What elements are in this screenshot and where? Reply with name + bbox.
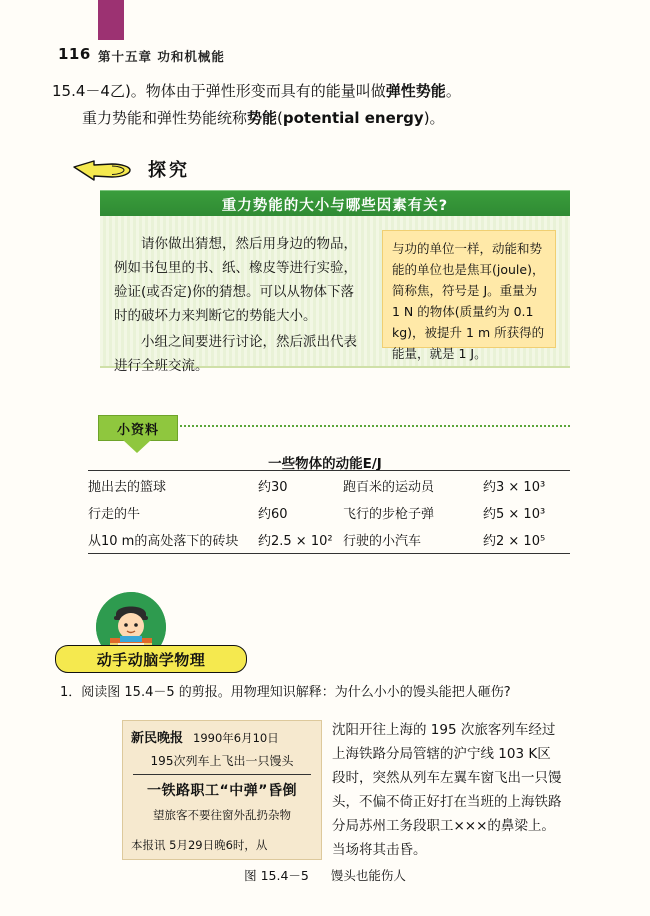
table-cell-value: 约60 [258,507,288,522]
news-body-text: 沈阳开往上海的 195 次旅客列车经过上海铁路分局管辖的沪宁线 103 K区段时，突然从列车左翼车窗飞出一只馒头，不偏不倚正好打在当班的上海铁路分局苏州工务段职工×××的鼻梁上。当场将其击昏。 [332,722,562,858]
intro-line-2: 重力势能和弹性势能统称势能(potential energy)。 [82,109,445,127]
newspaper-date: 1990年6月10日 [193,731,279,745]
intro-line-1: 15.4－4乙)。物体由于弹性形变而具有的能量叫做弹性势能。 [52,82,461,100]
table-cell-object: 行驶的小汽车 [343,534,422,549]
chapter-title: 第十五章 功和机械能 [98,49,225,64]
explore-body [100,216,570,374]
question-1: 1．阅读图 15.4－5 的剪报。用物理知识解释：为什么小小的馒头能把人砸伤? [60,685,511,700]
clipping-divider [133,774,311,775]
figure-caption [0,866,650,884]
clipping-header [131,727,313,746]
explore-paragraph-1: 请你做出猜想，然后用身边的物品，例如书包里的书、纸、橡皮等进行实验，验证(或否定)你的猜想。可以从物体下落时的破坏力来判断它的势能大小。 [114,236,357,324]
explore-label: 探究 [148,160,190,181]
explore-text [114,232,359,380]
table-rule-bottom [88,553,570,554]
explore-paragraph-2: 小组之间要进行讨论，然后派出代表进行全班交流。 [114,334,357,374]
pointing-hand-icon [72,155,138,185]
table-cell-value: 约2.5 × 10² [258,534,333,549]
figure-caption-text: 馒头也能伤人 [330,868,406,883]
dotted-divider [180,425,570,427]
table-cell-value: 约2 × 10⁵ [483,534,546,549]
table-cell-object: 飞行的步枪子弹 [343,507,435,522]
table-cell-value: 约3 × 10³ [483,480,546,495]
table-cell-value: 约5 × 10³ [483,507,546,522]
newspaper-name: 新民晚报 [131,731,184,746]
table-cell-object: 跑百米的运动员 [343,480,435,495]
activity-section-label: 动手动脑学物理 [96,650,206,669]
table-rule-top [88,470,570,471]
table-cell-object: 抛出去的篮球 [88,480,167,495]
table-row [88,474,570,501]
data-section-tag-label: 小资料 [116,422,159,438]
table-cell-object: 行走的牛 [88,507,141,522]
data-section-tag [98,415,178,441]
clipping-subtitle: 195次列车上飞出一只馒头 [150,754,294,768]
table-cell-object: 从10 m的高处落下的砖块 [88,534,239,549]
intro-paragraph [52,78,602,132]
table-row [88,528,570,555]
newspaper-clipping [122,720,322,860]
explore-sidebar-note [382,230,556,361]
figure-number: 图 15.4－5 [244,868,309,883]
kinetic-energy-table [88,474,570,555]
explore-banner-text: 重力势能的大小与哪些因素有关? [221,197,449,214]
explore-banner [100,190,570,217]
activity-section-tag [55,645,247,673]
explore-sidebar-text: 与功的单位一样，动能和势能的单位也是焦耳(joule)，简称焦，符号是 J。重量为 1 N 的物体(质量约为 0.1 kg)，被提升 1 m 所获得的能量，就是 1 J。 [392,241,545,361]
header-color-bar [98,0,124,40]
page-number: 116 [58,45,91,63]
table-title: 一些物体的动能E/J [268,456,382,472]
clipping-subheadline: 望旅客不要往窗外乱扔杂物 [153,808,291,822]
clipping-lead: 本报讯 5月29日晚6时，从 [131,838,268,852]
clipping-headline: 一铁路职工“中弹”昏倒 [147,783,297,799]
table-cell-value: 约30 [258,480,288,495]
table-row [88,501,570,528]
